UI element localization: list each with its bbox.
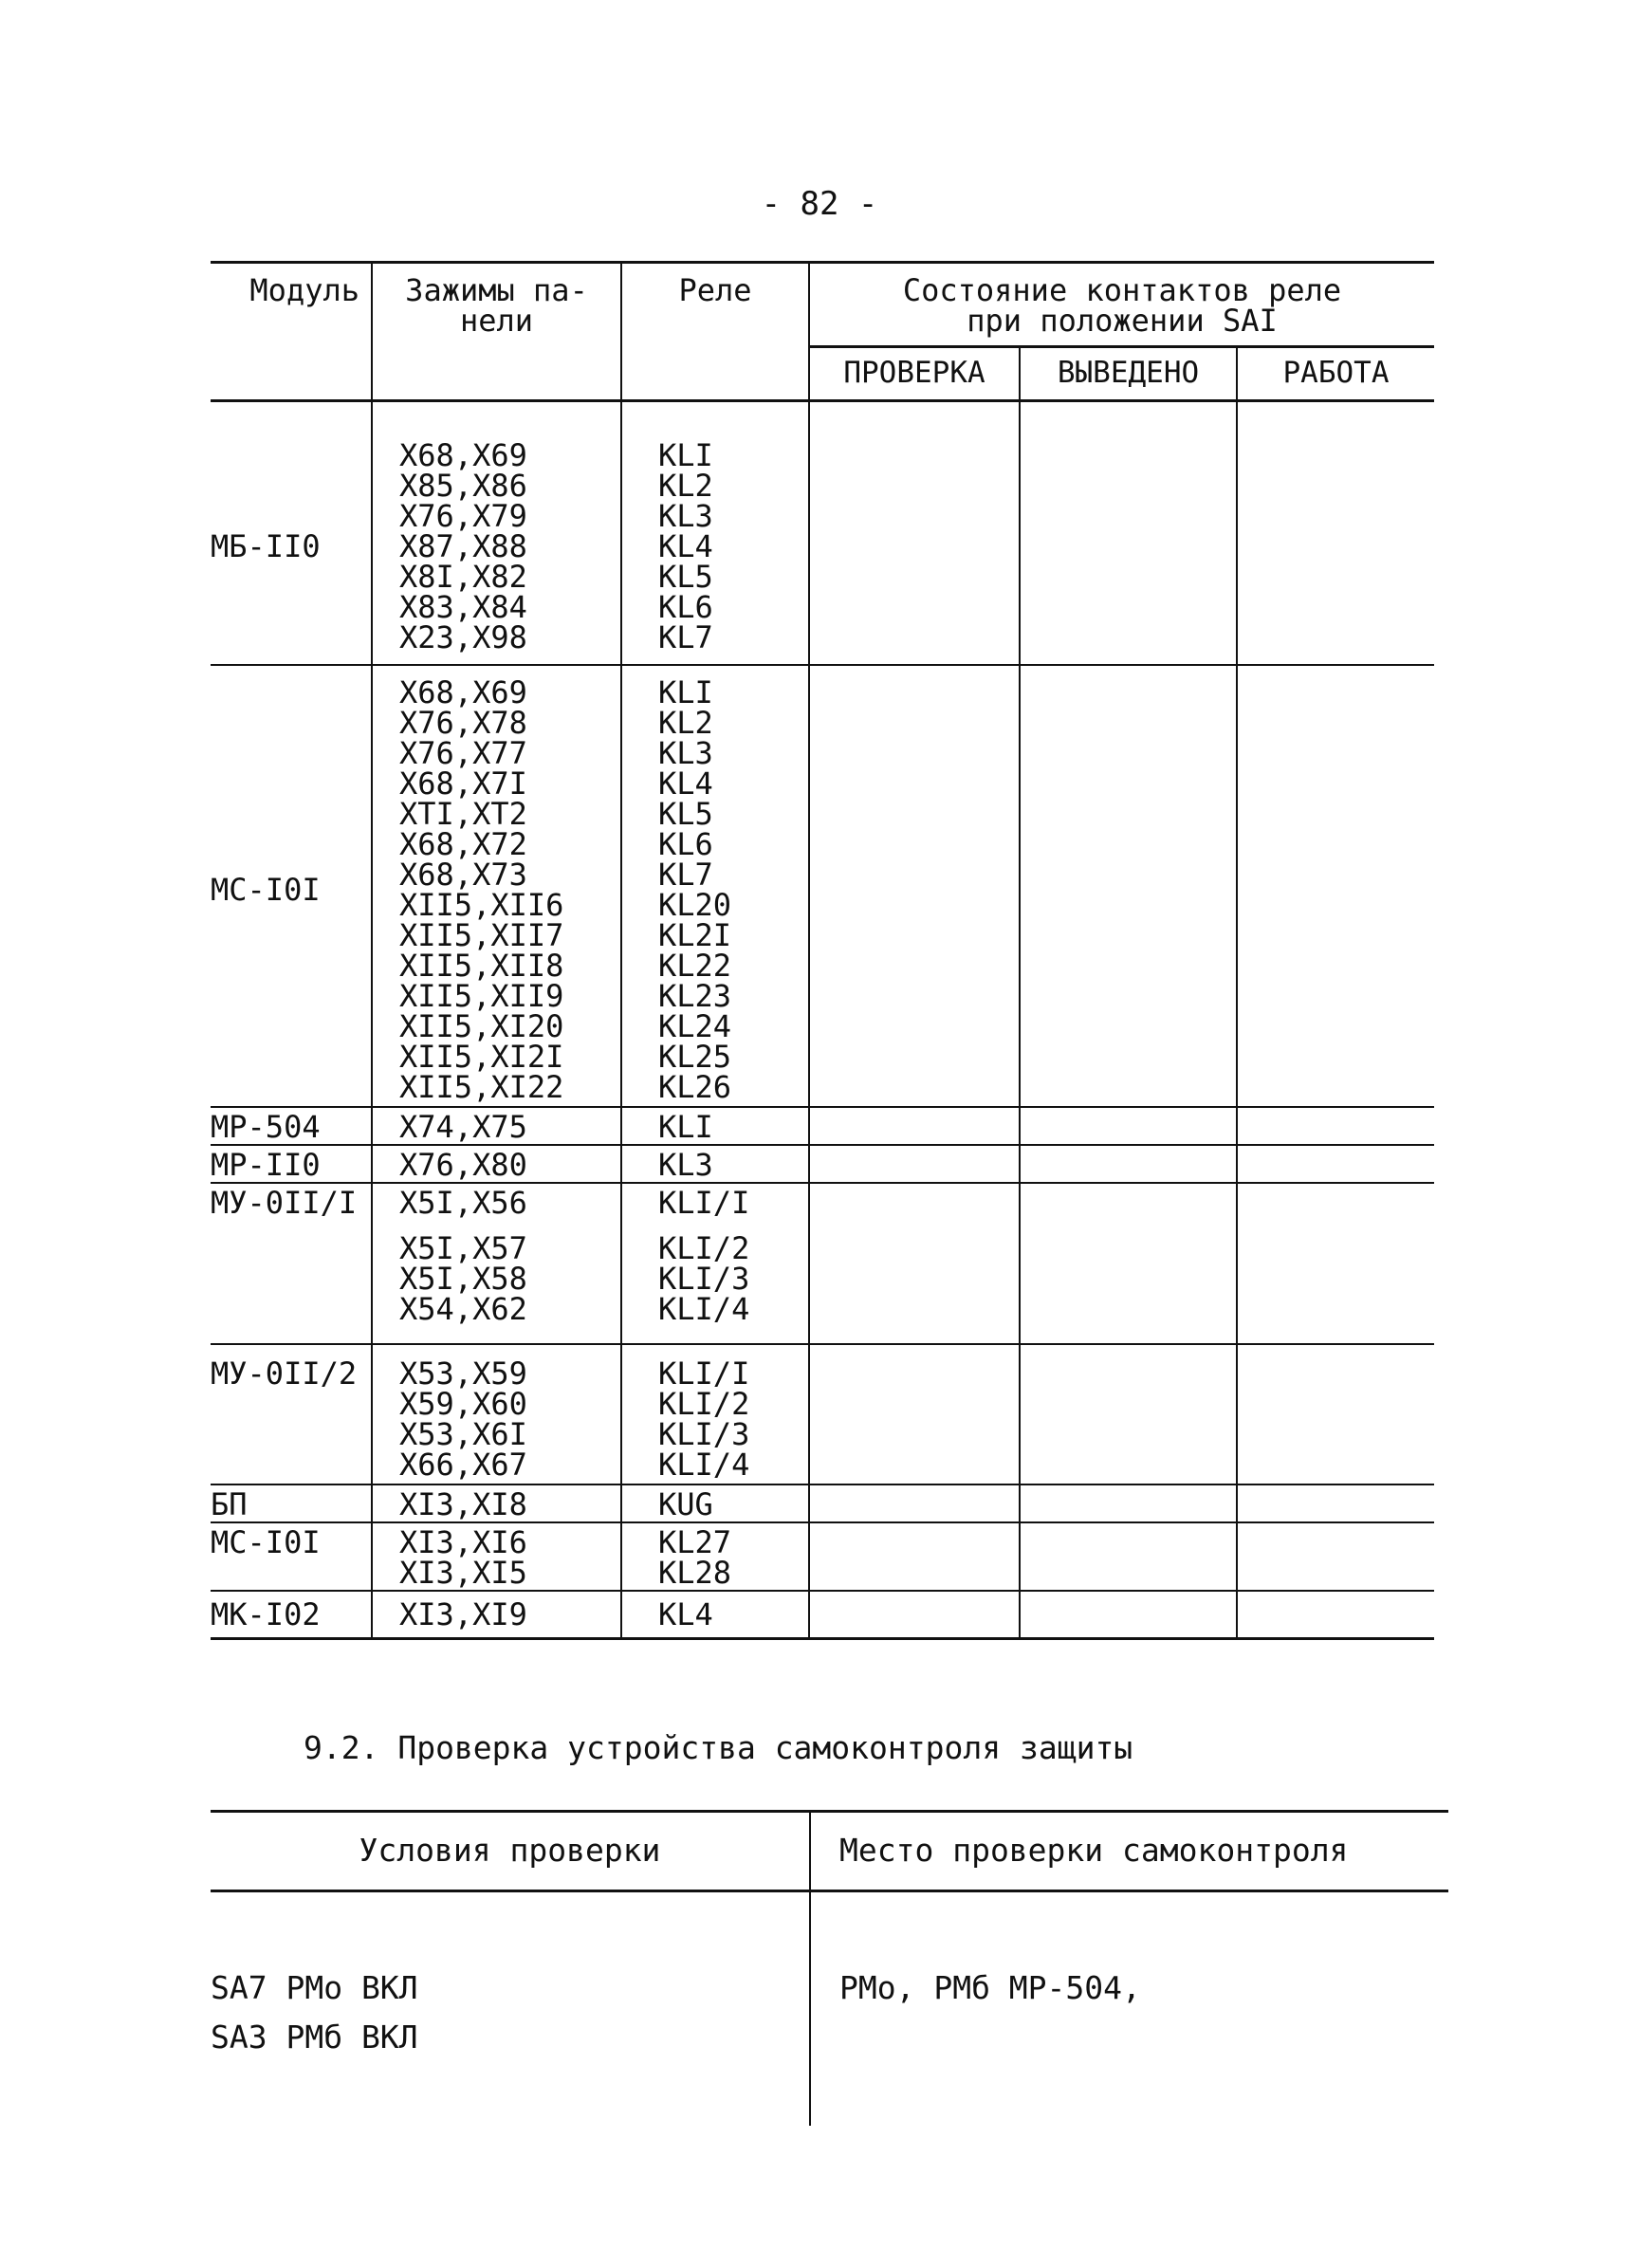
relay-id: KL22 [658, 948, 732, 984]
clamps-cell [372, 665, 621, 1107]
module-cell [211, 1183, 372, 1344]
module-cell [211, 1591, 372, 1639]
header-position-off: ВЫВЕДЕНО [1020, 347, 1237, 401]
clamp-pair: X68,X69 [399, 674, 527, 710]
relay-id: KL2 [658, 705, 713, 741]
table-row [211, 1107, 1434, 1145]
table-row [211, 665, 1434, 1107]
check-place-cell [810, 1891, 1448, 2127]
header-check-conditions: Условия проверки [211, 1812, 810, 1891]
header-module: Модуль [211, 263, 372, 401]
relay-contacts-table [211, 261, 1434, 1640]
clamp-pair: X68,X7I [399, 765, 527, 802]
clamp-pair: XTI,XT2 [399, 796, 527, 832]
header-check-place: Место проверки самоконтроля [810, 1812, 1448, 1891]
state-off-cell [1020, 1484, 1237, 1522]
header-contact-state: Состояние контактов реле при положении SAI [809, 263, 1434, 347]
relay-id: KL2 [658, 468, 713, 504]
clamp-pair: XII5,XII9 [399, 978, 564, 1014]
state-work-cell [1237, 1145, 1434, 1183]
module-cell [211, 401, 372, 666]
header-position-check: ПРОВЕРКА [809, 347, 1020, 401]
relay-table-body [211, 401, 1434, 1639]
relay-id: KL5 [658, 559, 713, 595]
state-check-cell [809, 665, 1020, 1107]
state-off-cell [1020, 1107, 1237, 1145]
relay-id: KLI/4 [658, 1447, 750, 1483]
clamp-pair: X53,X6I [399, 1416, 527, 1452]
table-row [211, 1183, 1434, 1344]
clamp-pair: X8I,X82 [399, 559, 527, 595]
clamp-pair: X76,X80 [399, 1147, 527, 1183]
relay-id: KL27 [658, 1524, 732, 1560]
relay-id: KLI [658, 1109, 713, 1145]
clamp-pair: X66,X67 [399, 1447, 527, 1483]
state-off-cell [1020, 1145, 1237, 1183]
state-work-cell [1237, 1183, 1434, 1344]
relay-id: KL3 [658, 735, 713, 771]
state-work-cell [1237, 1591, 1434, 1639]
clamp-pair: X83,X84 [399, 589, 527, 625]
module-name: МУ-0II/I [211, 1185, 358, 1221]
relay-id: KL24 [658, 1008, 732, 1044]
relay-id: KL25 [658, 1039, 732, 1075]
clamp-pair: XI3,XI6 [399, 1524, 527, 1560]
relay-id: KLI [658, 437, 713, 473]
relays-cell [621, 1484, 809, 1522]
clamp-pair: X76,X78 [399, 705, 527, 741]
clamp-pair: X87,X88 [399, 528, 527, 564]
clamp-pair: X68,X72 [399, 826, 527, 862]
relays-cell [621, 665, 809, 1107]
state-work-cell [1237, 1107, 1434, 1145]
header-position-work: РАБОТА [1237, 347, 1434, 401]
check-place: РМо, РМб МР-504, [839, 1969, 1141, 2006]
header-clamps: Зажимы па- нели [372, 263, 621, 401]
relays-cell [621, 1145, 809, 1183]
page-number: - 82 - [761, 185, 878, 223]
clamp-pair: X76,X79 [399, 498, 527, 534]
module-name: МУ-0II/2 [211, 1355, 358, 1392]
relay-id: KLI/4 [658, 1291, 750, 1327]
check-condition: SA7 РМо ВКЛ [211, 1969, 418, 2006]
state-off-cell [1020, 1591, 1237, 1639]
module-name: МР-II0 [211, 1147, 321, 1183]
relay-id: KLI/I [658, 1355, 750, 1392]
relay-id: KUG [658, 1486, 713, 1522]
clamps-cell [372, 401, 621, 666]
clamp-pair: XII5,XII8 [399, 948, 564, 984]
table-row [211, 1145, 1434, 1183]
module-name: МС-I0I [211, 1524, 321, 1560]
state-off-cell [1020, 1522, 1237, 1591]
relay-id: KLI/3 [658, 1261, 750, 1297]
state-check-cell [809, 1145, 1020, 1183]
relay-id: KL26 [658, 1069, 732, 1105]
module-cell [211, 1484, 372, 1522]
module-cell [211, 1145, 372, 1183]
clamp-pair: XII5,XI20 [399, 1008, 564, 1044]
module-name: МБ-II0 [211, 528, 321, 564]
table-row [211, 1344, 1434, 1484]
table-row [211, 1522, 1434, 1591]
relay-id: KL6 [658, 826, 713, 862]
clamp-pair: X85,X86 [399, 468, 527, 504]
state-check-cell [809, 1344, 1020, 1484]
state-check-cell [809, 1484, 1020, 1522]
relays-cell [621, 1522, 809, 1591]
section-title: 9.2. Проверка устройства самоконтроля защиты [304, 1729, 1133, 1766]
state-work-cell [1237, 1522, 1434, 1591]
state-check-cell [809, 1183, 1020, 1344]
table-row [211, 1591, 1434, 1639]
relay-id: KLI/I [658, 1185, 750, 1221]
clamp-pair: X5I,X57 [399, 1230, 527, 1266]
state-off-cell [1020, 665, 1237, 1107]
clamp-pair: XII5,XII7 [399, 917, 564, 953]
state-check-cell [809, 1591, 1020, 1639]
module-cell [211, 665, 372, 1107]
check-condition: SA3 РМб ВКЛ [211, 2019, 418, 2056]
check-conditions-cell [211, 1891, 810, 2127]
module-cell [211, 1344, 372, 1484]
module-cell [211, 1107, 372, 1145]
relay-id: KL6 [658, 589, 713, 625]
clamps-cell [372, 1183, 621, 1344]
relay-id: KLI/3 [658, 1416, 750, 1452]
clamp-pair: X76,X77 [399, 735, 527, 771]
clamps-cell [372, 1591, 621, 1639]
relay-id: KL7 [658, 619, 713, 655]
relay-id: KL2I [658, 917, 732, 953]
state-check-cell [809, 1522, 1020, 1591]
module-name: МК-I02 [211, 1596, 321, 1632]
clamp-pair: XI3,XI5 [399, 1555, 527, 1591]
relay-id: KL28 [658, 1555, 732, 1591]
state-work-cell [1237, 1344, 1434, 1484]
clamps-cell [372, 1344, 621, 1484]
clamps-cell [372, 1484, 621, 1522]
self-check-table [211, 1810, 1448, 2126]
state-work-cell [1237, 401, 1434, 666]
state-off-cell [1020, 401, 1237, 666]
state-work-cell [1237, 665, 1434, 1107]
relay-id: KL7 [658, 857, 713, 893]
clamp-pair: X59,X60 [399, 1386, 527, 1422]
clamp-pair: XI3,XI9 [399, 1596, 527, 1632]
clamp-pair: X74,X75 [399, 1109, 527, 1145]
clamp-pair: XII5,XI2I [399, 1039, 564, 1075]
table-row [211, 401, 1434, 666]
clamp-pair: XII5,XI22 [399, 1069, 564, 1105]
relay-id: KL3 [658, 498, 713, 534]
relays-cell [621, 401, 809, 666]
relay-id: KLI/2 [658, 1230, 750, 1266]
module-cell [211, 1522, 372, 1591]
module-name: БП [211, 1486, 248, 1522]
clamp-pair: X54,X62 [399, 1291, 527, 1327]
relays-cell [621, 1591, 809, 1639]
relay-id: KLI [658, 674, 713, 710]
header-relay: Реле [621, 263, 809, 401]
state-work-cell [1237, 1484, 1434, 1522]
relays-cell [621, 1183, 809, 1344]
table-row [211, 1484, 1434, 1522]
state-off-cell [1020, 1344, 1237, 1484]
clamp-pair: X5I,X58 [399, 1261, 527, 1297]
clamp-pair: X23,X98 [399, 619, 527, 655]
relays-cell [621, 1107, 809, 1145]
module-name: МС-I0I [211, 872, 321, 908]
relay-id: KL20 [658, 887, 732, 923]
clamp-pair: X53,X59 [399, 1355, 527, 1392]
clamp-pair: X5I,X56 [399, 1185, 527, 1221]
relay-id: KL4 [658, 1596, 713, 1632]
module-name: МР-504 [211, 1109, 321, 1145]
clamp-pair: XI3,XI8 [399, 1486, 527, 1522]
clamps-cell [372, 1145, 621, 1183]
relay-id: KL5 [658, 796, 713, 832]
state-check-cell [809, 1107, 1020, 1145]
relay-id: KLI/2 [658, 1386, 750, 1422]
clamp-pair: XII5,XII6 [399, 887, 564, 923]
clamps-cell [372, 1522, 621, 1591]
clamps-cell [372, 1107, 621, 1145]
relay-id: KL3 [658, 1147, 713, 1183]
clamp-pair: X68,X73 [399, 857, 527, 893]
relay-id: KL4 [658, 528, 713, 564]
state-check-cell [809, 401, 1020, 666]
state-off-cell [1020, 1183, 1237, 1344]
relays-cell [621, 1344, 809, 1484]
relay-id: KL23 [658, 978, 732, 1014]
clamp-pair: X68,X69 [399, 437, 527, 473]
relay-id: KL4 [658, 765, 713, 802]
